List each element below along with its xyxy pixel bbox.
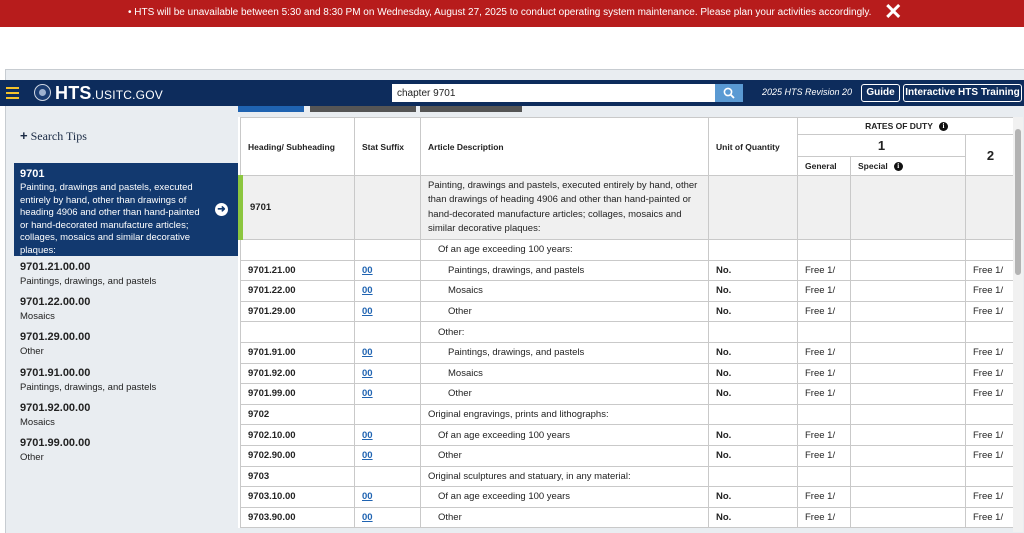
- row-stat: [355, 281, 421, 302]
- row-desc: Mosaics: [421, 281, 709, 302]
- row-col2: Free 1/: [966, 487, 1016, 508]
- sidebar: [6, 118, 238, 532]
- row-desc: Mosaics: [421, 363, 709, 384]
- sidebar-item-desc: Other: [20, 346, 44, 357]
- row-desc: Other: [421, 507, 709, 528]
- row-unit: No.: [709, 384, 798, 405]
- guide-button[interactable]: Guide: [861, 84, 900, 102]
- sidebar-item-code: 9701.29.00.00: [20, 331, 91, 343]
- row-special: [851, 281, 966, 302]
- row-stat: [355, 363, 421, 384]
- row-general: [798, 404, 851, 425]
- row-desc: Of an age exceeding 100 years:: [421, 240, 709, 261]
- stat-suffix-link[interactable]: 00: [362, 450, 373, 462]
- row-col2: Free 1/: [966, 363, 1016, 384]
- row-desc: Other: [421, 384, 709, 405]
- row-desc: Other: [421, 445, 709, 466]
- table-row: [241, 301, 1016, 322]
- row-stat: [355, 384, 421, 405]
- row-general: Free 1/: [798, 445, 851, 466]
- row-general: Free 1/: [798, 301, 851, 322]
- stat-suffix-link[interactable]: 00: [362, 429, 373, 441]
- sidebar-selected-heading[interactable]: [14, 163, 238, 256]
- row-general: Free 1/: [798, 507, 851, 528]
- row-col2: Free 1/: [966, 507, 1016, 528]
- row-desc: Other: [421, 301, 709, 322]
- table-row: [241, 176, 1016, 240]
- sidebar-item[interactable]: [20, 261, 230, 287]
- row-code: 9701.29.00: [241, 301, 355, 322]
- table-row: [241, 363, 1016, 384]
- row-special: [851, 342, 966, 363]
- row-general: Free 1/: [798, 260, 851, 281]
- col-unit: Unit of Quantity: [709, 118, 798, 176]
- row-col2: [966, 466, 1016, 487]
- row-desc: Of an age exceeding 100 years: [421, 487, 709, 508]
- row-special: [851, 240, 966, 261]
- sidebar-item-code: 9701.22.00.00: [20, 296, 91, 308]
- scrollbar[interactable]: [1013, 117, 1023, 532]
- row-code: 9701.91.00: [241, 342, 355, 363]
- row-code: 9701: [241, 176, 355, 240]
- row-desc: Paintings, drawings, and pastels: [421, 260, 709, 281]
- row-code: [241, 322, 355, 343]
- row-unit: [709, 176, 798, 240]
- tab-indicator: [238, 106, 304, 112]
- row-unit: [709, 322, 798, 343]
- row-unit: No.: [709, 487, 798, 508]
- row-general: Free 1/: [798, 425, 851, 446]
- row-special: [851, 301, 966, 322]
- row-desc: Of an age exceeding 100 years: [421, 425, 709, 446]
- row-special: [851, 466, 966, 487]
- info-icon[interactable]: i: [939, 122, 948, 131]
- stat-suffix-link[interactable]: 00: [362, 347, 373, 359]
- row-special: [851, 445, 966, 466]
- row-code: [241, 240, 355, 261]
- row-general: Free 1/: [798, 384, 851, 405]
- row-desc: Original engravings, prints and lithographs:: [421, 404, 709, 425]
- row-desc: Other:: [421, 322, 709, 343]
- row-special: [851, 260, 966, 281]
- training-button[interactable]: Interactive HTS Training: [903, 84, 1022, 102]
- sidebar-item-code: 9701.21.00.00: [20, 261, 91, 273]
- row-unit: [709, 466, 798, 487]
- row-unit: No.: [709, 260, 798, 281]
- row-general: [798, 466, 851, 487]
- col-stat: Stat Suffix: [355, 118, 421, 176]
- row-unit: No.: [709, 301, 798, 322]
- row-col2: [966, 404, 1016, 425]
- row-unit: No.: [709, 507, 798, 528]
- selected-desc: Painting, drawings and pastels, executed entirely by hand, other than drawings of heading 4906 and other than hand-painted or hand-decorated manufacture articles; collages, mosaics and similar decorative plaques:: [20, 182, 200, 256]
- row-unit: [709, 240, 798, 261]
- row-code: 9701.22.00: [241, 281, 355, 302]
- col-rate-1: 1: [798, 135, 966, 157]
- col-heading: Heading/ Subheading: [241, 118, 355, 176]
- maintenance-banner: [0, 0, 1024, 27]
- row-general: Free 1/: [798, 363, 851, 384]
- menu-icon[interactable]: [6, 87, 19, 99]
- sidebar-item-code: 9701.91.00.00: [20, 367, 91, 379]
- row-code: 9702: [241, 404, 355, 425]
- tab-strip-2: [310, 106, 416, 112]
- row-general: Free 1/: [798, 342, 851, 363]
- row-col2: Free 1/: [966, 425, 1016, 446]
- row-col2: [966, 176, 1016, 240]
- scrollbar-thumb[interactable]: [1015, 129, 1021, 275]
- tab-strip-3: [420, 106, 522, 112]
- row-col2: Free 1/: [966, 260, 1016, 281]
- stat-suffix-link[interactable]: 00: [362, 491, 373, 503]
- row-desc: Paintings, drawings, and pastels: [421, 342, 709, 363]
- search-tips-toggle[interactable]: + Search Tips: [20, 128, 87, 143]
- row-special: [851, 507, 966, 528]
- col-rate-2: 2: [966, 135, 1016, 176]
- search-input[interactable]: [392, 84, 715, 102]
- info-icon[interactable]: i: [894, 162, 903, 171]
- row-special: [851, 487, 966, 508]
- table-row: [241, 466, 1016, 487]
- row-stat: [355, 176, 421, 240]
- sidebar-item[interactable]: [20, 367, 230, 393]
- table-row: [241, 404, 1016, 425]
- row-stat: [355, 425, 421, 446]
- stat-suffix-link[interactable]: 00: [362, 388, 373, 400]
- arrow-right-icon[interactable]: ➜: [215, 203, 228, 216]
- sidebar-item-desc: Paintings, drawings, and pastels: [20, 276, 157, 287]
- row-stat: [355, 260, 421, 281]
- row-special: [851, 384, 966, 405]
- row-stat: [355, 240, 421, 261]
- row-col2: [966, 322, 1016, 343]
- row-special: [851, 404, 966, 425]
- row-unit: No.: [709, 363, 798, 384]
- sidebar-item-code: 9701.99.00.00: [20, 437, 91, 449]
- row-unit: No.: [709, 281, 798, 302]
- sidebar-item-desc: Paintings, drawings, and pastels: [20, 382, 157, 393]
- table-row: [241, 260, 1016, 281]
- row-stat: [355, 466, 421, 487]
- row-stat: [355, 301, 421, 322]
- row-desc: Painting, drawings and pastels, executed entirely by hand, other than drawings of heading 4906 and other than hand-painted or hand-decorated manufacture articles; collages, mosaics and similar decorative plaques:: [421, 176, 709, 240]
- search-button[interactable]: [715, 84, 743, 102]
- row-col2: [966, 240, 1016, 261]
- col-rates: RATES OF DUTY i: [798, 118, 1016, 135]
- row-special: [851, 322, 966, 343]
- table-row: [241, 445, 1016, 466]
- usitc-seal-icon: [34, 84, 51, 101]
- row-code: 9701.99.00: [241, 384, 355, 405]
- close-icon[interactable]: ✕: [884, 0, 903, 24]
- row-general: [798, 176, 851, 240]
- row-special: [851, 425, 966, 446]
- row-special: [851, 176, 966, 240]
- row-stat: [355, 445, 421, 466]
- row-code: 9701.92.00: [241, 363, 355, 384]
- row-unit: No.: [709, 445, 798, 466]
- row-unit: No.: [709, 342, 798, 363]
- row-general: Free 1/: [798, 281, 851, 302]
- stat-suffix-link[interactable]: 00: [362, 264, 373, 276]
- table-row: [241, 240, 1016, 261]
- row-code: 9703.10.00: [241, 487, 355, 508]
- stat-suffix-link[interactable]: 00: [362, 512, 373, 524]
- row-general: [798, 240, 851, 261]
- table-row: [241, 507, 1016, 528]
- col-desc: Article Description: [421, 118, 709, 176]
- table-row: [241, 322, 1016, 343]
- row-stat: [355, 342, 421, 363]
- sidebar-item[interactable]: [20, 402, 230, 428]
- row-code: 9703: [241, 466, 355, 487]
- selected-code: 9701: [20, 168, 45, 180]
- sidebar-item[interactable]: [20, 296, 230, 322]
- row-col2: Free 1/: [966, 445, 1016, 466]
- sidebar-item[interactable]: [20, 331, 230, 357]
- row-code: 9702.10.00: [241, 425, 355, 446]
- hts-table: [238, 117, 1016, 528]
- row-unit: [709, 404, 798, 425]
- row-code: 9701.21.00: [241, 260, 355, 281]
- row-special: [851, 363, 966, 384]
- col-special: Special i: [851, 157, 966, 176]
- revision-label: 2025 HTS Revision 20: [762, 87, 853, 97]
- sidebar-item-desc: Mosaics: [20, 311, 55, 322]
- banner-message: • HTS will be unavailable between 5:30 and 8:30 PM on Wednesday, August 27, 2025 to conduct operating system maintenance. Please plan your activities accordingly.: [128, 7, 872, 18]
- row-col2: Free 1/: [966, 342, 1016, 363]
- search-icon: [723, 87, 735, 99]
- sidebar-item-desc: Other: [20, 452, 44, 463]
- row-col2: Free 1/: [966, 301, 1016, 322]
- row-stat: [355, 322, 421, 343]
- stat-suffix-link[interactable]: 00: [362, 306, 373, 318]
- row-desc: Original sculptures and statuary, in any material:: [421, 466, 709, 487]
- row-col2: Free 1/: [966, 384, 1016, 405]
- sidebar-item[interactable]: [20, 437, 230, 463]
- table-row: [241, 384, 1016, 405]
- row-stat: [355, 507, 421, 528]
- row-col2: Free 1/: [966, 281, 1016, 302]
- row-general: [798, 322, 851, 343]
- table-row: [241, 487, 1016, 508]
- row-code: 9703.90.00: [241, 507, 355, 528]
- col-general: General: [798, 157, 851, 176]
- table-row: [241, 425, 1016, 446]
- sidebar-item-code: 9701.92.00.00: [20, 402, 91, 414]
- table-row: [241, 281, 1016, 302]
- row-code: 9702.90.00: [241, 445, 355, 466]
- stat-suffix-link[interactable]: 00: [362, 367, 373, 379]
- table-row: [241, 342, 1016, 363]
- plus-icon: +: [20, 128, 28, 143]
- row-general: Free 1/: [798, 487, 851, 508]
- row-stat: [355, 404, 421, 425]
- stat-suffix-link[interactable]: 00: [362, 285, 373, 297]
- row-unit: No.: [709, 425, 798, 446]
- sidebar-item-desc: Mosaics: [20, 417, 55, 428]
- row-stat: [355, 487, 421, 508]
- site-logo[interactable]: HTS.USITC.GOV: [55, 83, 163, 103]
